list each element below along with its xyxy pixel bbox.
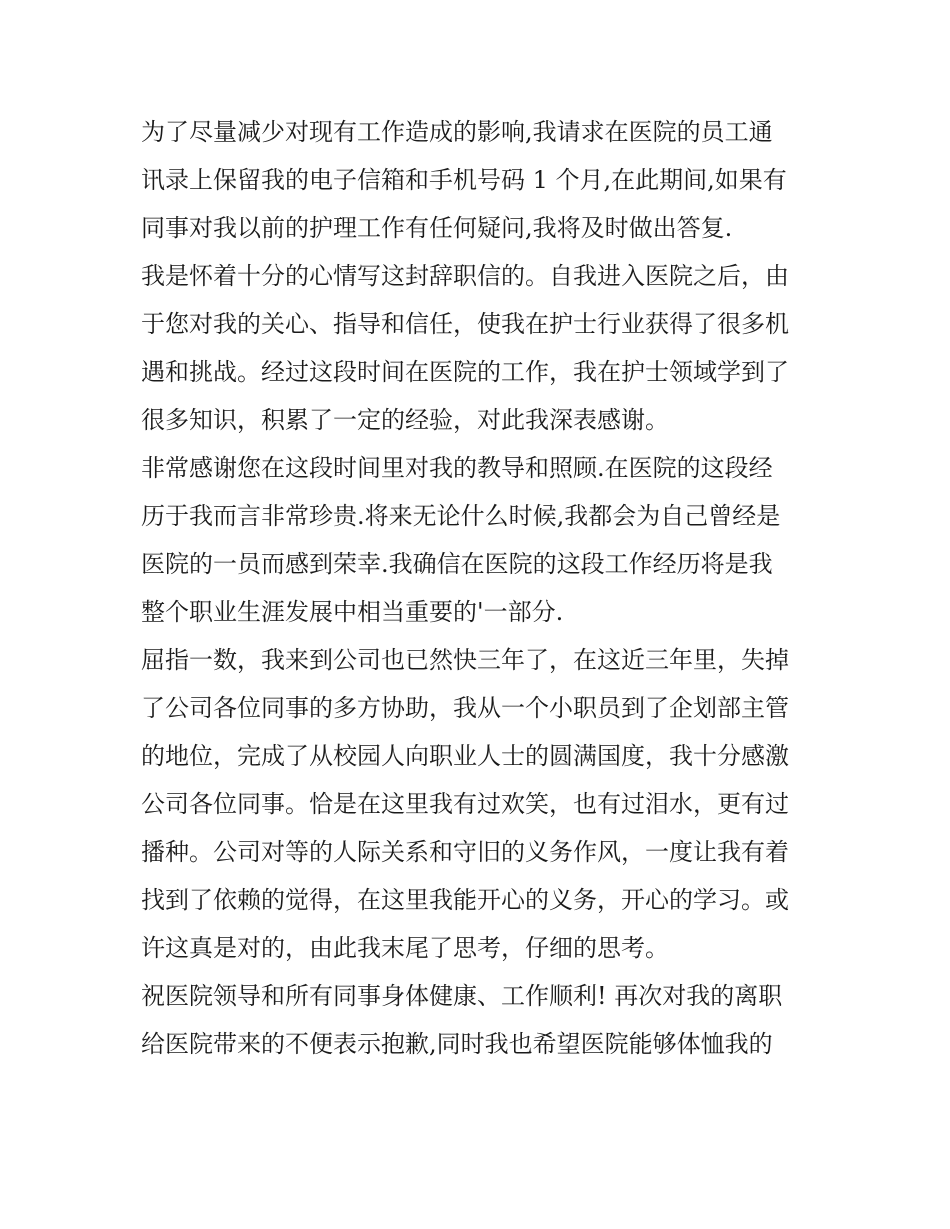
text-line: 为了尽量减少对现有工作造成的影响,我请求在医院的员工通 [141, 118, 773, 146]
text-line: 找到了依赖的觉得，在这里我能开心的义务，开心的学习。或 [141, 886, 789, 914]
text-line: 很多知识，积累了一定的经验，对此我深表感谢。 [141, 406, 669, 434]
text-line: 于您对我的关心、指导和信任，使我在护士行业获得了很多机 [141, 310, 789, 338]
paragraph-address-book [141, 108, 821, 252]
text-line: 播种。公司对等的人际关系和守旧的义务作风，一度让我有着 [141, 838, 789, 866]
text-line: 医院的一员而感到荣幸.我确信在医院的这段工作经历将是我 [141, 550, 773, 578]
paragraph-gratitude [141, 444, 821, 636]
text-line: 同事对我以前的护理工作有任何疑问,我将及时做出答复. [141, 214, 733, 242]
text-line: 讯录上保留我的电子信箱和手机号码 1 个月,在此期间,如果有 [141, 166, 787, 194]
text-line: 整个职业生涯发展中相当重要的'一部分. [141, 598, 564, 626]
text-line: 许这真是对的，由此我末尾了思考，仔细的思考。 [141, 934, 669, 962]
text-line: 公司各位同事。恰是在这里我有过欢笑，也有过泪水，更有过 [141, 790, 789, 818]
text-line: 非常感谢您在这段时间里对我的教导和照顾.在医院的这段经 [141, 454, 773, 482]
text-line: 遇和挑战。经过这段时间在医院的工作，我在护士领域学到了 [141, 358, 789, 386]
text-line: 我是怀着十分的心情写这封辞职信的。自我进入医院之后，由 [141, 262, 789, 290]
text-line: 祝医院领导和所有同事身体健康、工作顺利! 再次对我的离职 [141, 982, 783, 1010]
text-line: 了公司各位同事的多方协助，我从一个小职员到了企划部主管 [141, 694, 789, 722]
text-line: 屈指一数，我来到公司也已然快三年了，在这近三年里，失掉 [141, 646, 789, 674]
letter-body [141, 108, 821, 1068]
paragraph-three-years [141, 636, 821, 972]
text-line: 的地位，完成了从校园人向职业人士的圆满国度，我十分感激 [141, 742, 789, 770]
paragraph-resignation-intro [141, 252, 821, 444]
text-line: 历于我而言非常珍贵.将来无论什么时候,我都会为自己曾经是 [141, 502, 781, 530]
paragraph-closing-wishes [141, 972, 821, 1068]
text-line: 给医院带来的不便表示抱歉,同时我也希望医院能够体恤我的 [141, 1030, 773, 1058]
